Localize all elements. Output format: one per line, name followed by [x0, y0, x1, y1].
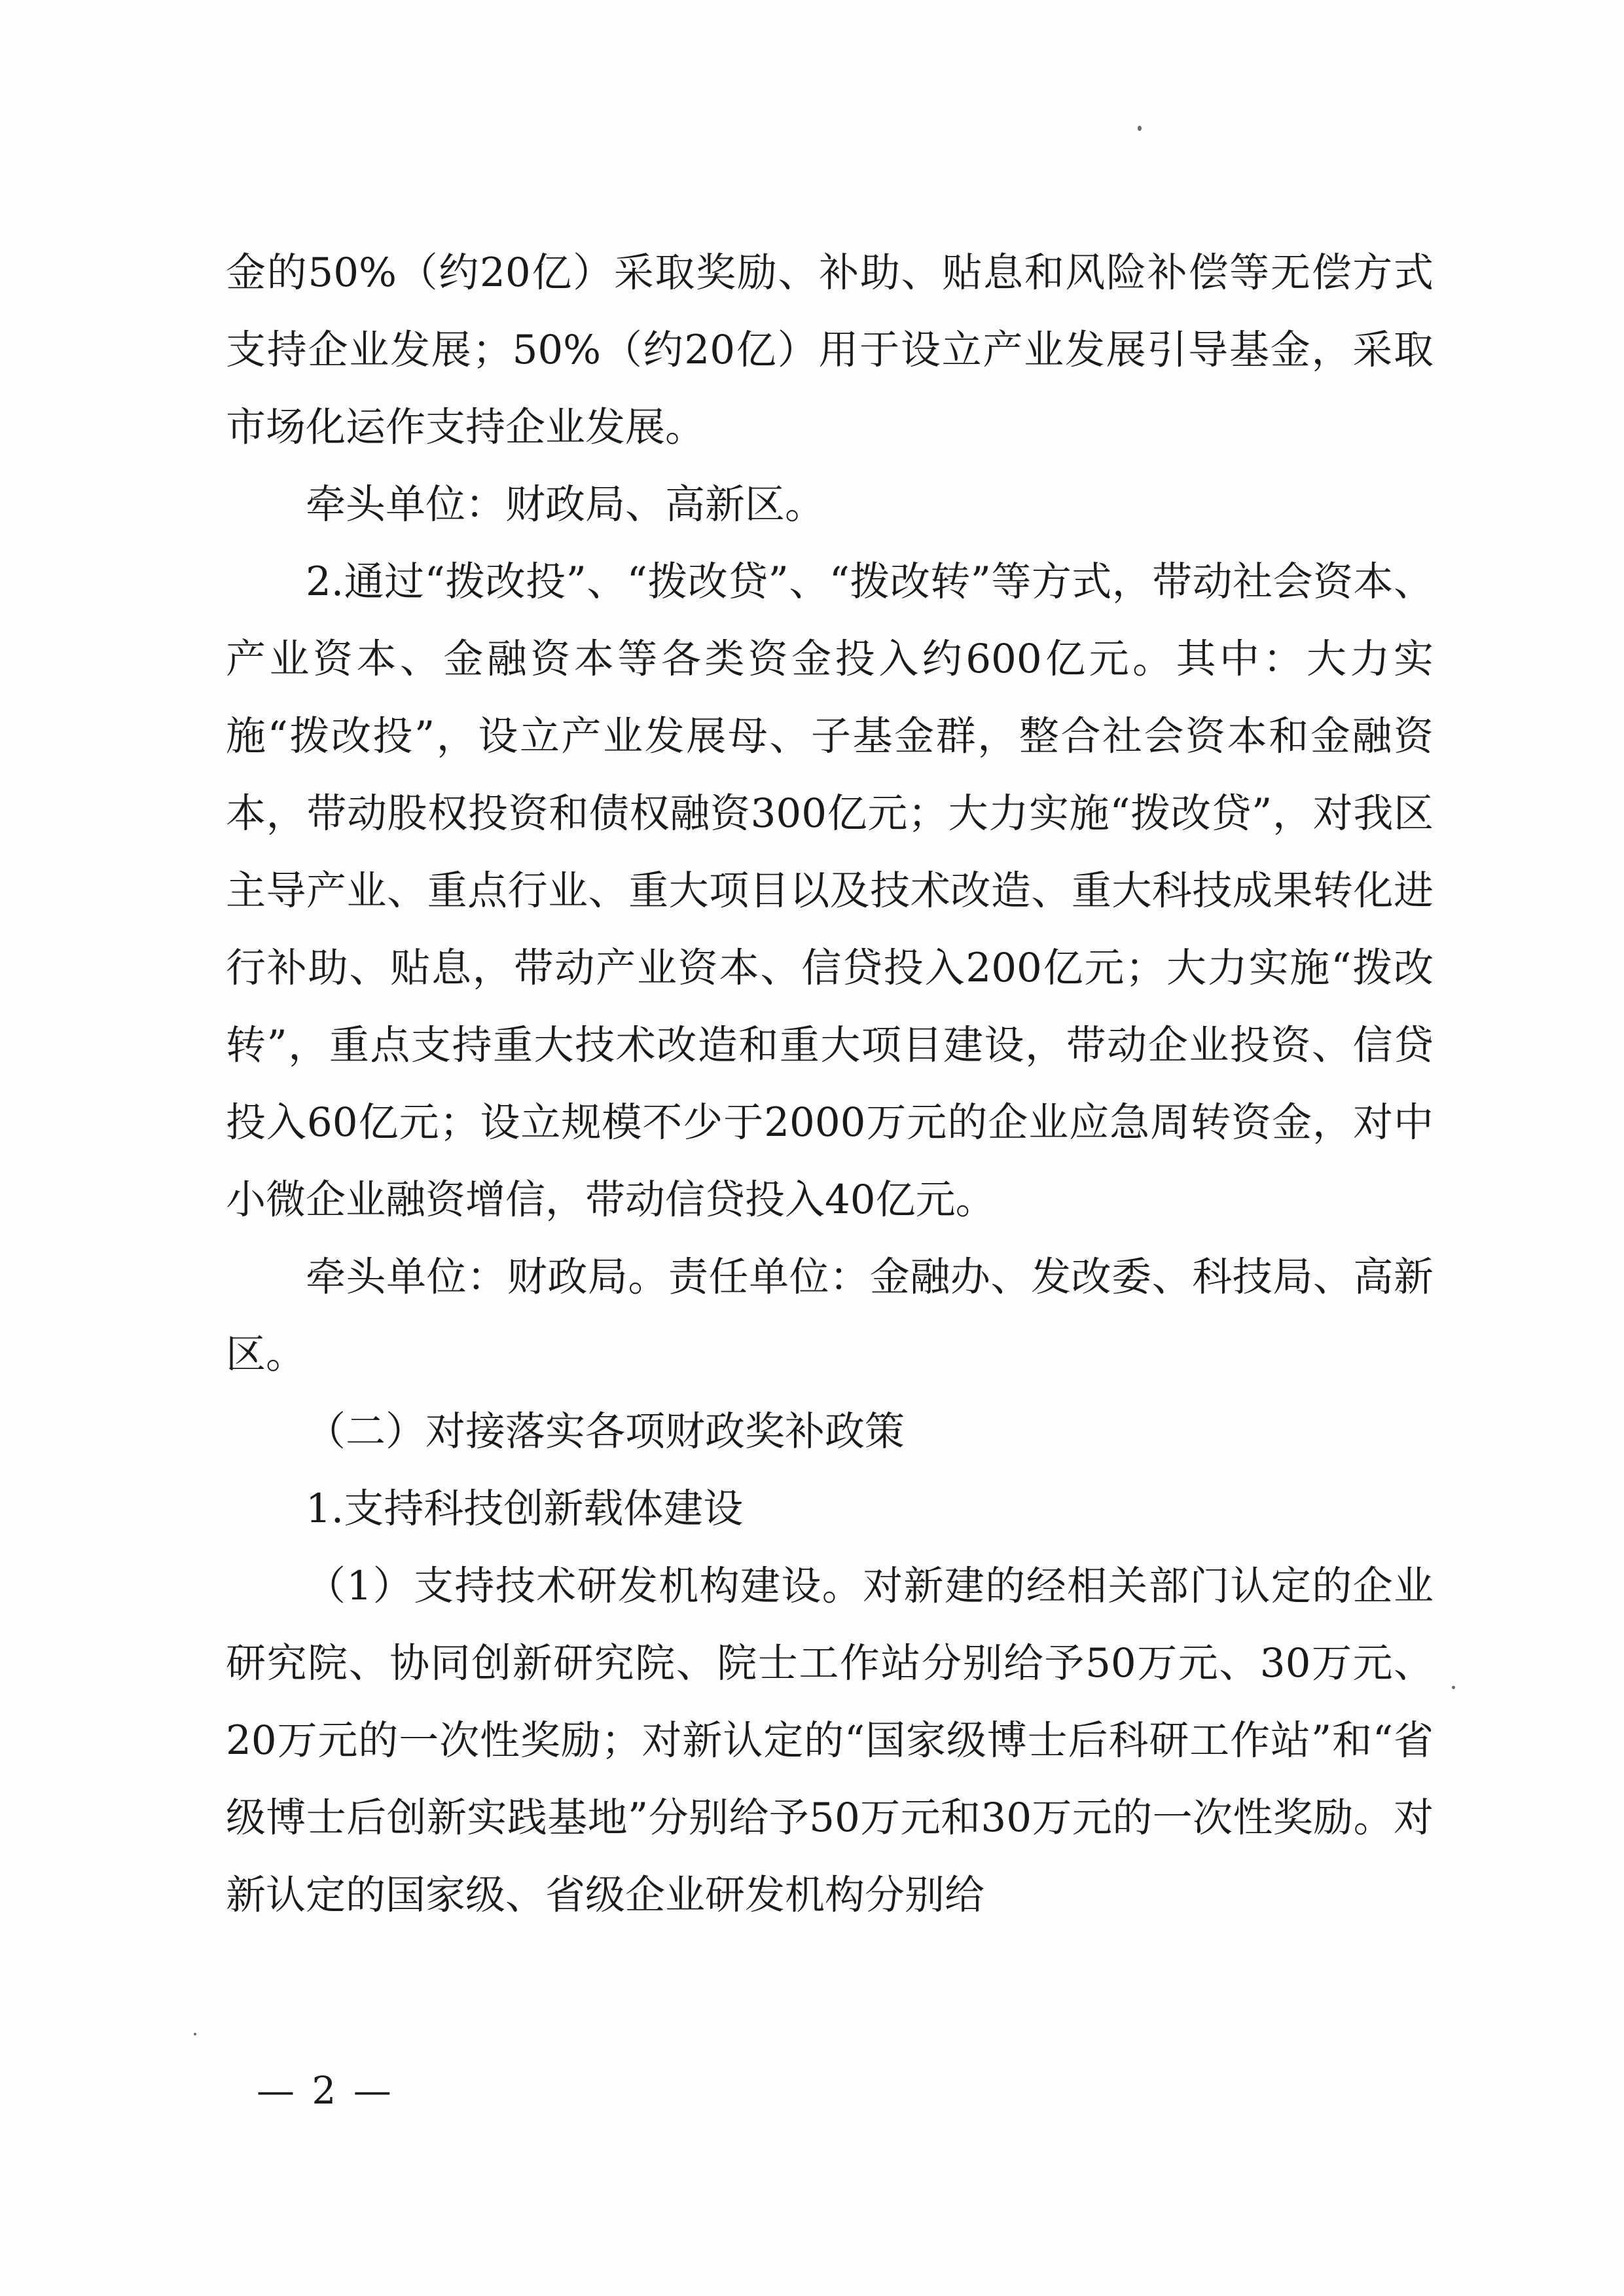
scan-speck	[1138, 126, 1142, 131]
paragraph-lead-unit: 牵头单位：财政局、高新区。	[306, 481, 825, 528]
subsection-heading: 1.支持科技创新载体建设	[306, 1485, 744, 1532]
page-number: — 2 —	[257, 2068, 394, 2113]
scan-speck	[194, 2033, 196, 2035]
paragraph-continuation: 金的50%（约20亿）采取奖励、补助、贴息和风险补偿等无偿方式支持企业发展；50%（约20亿）用于设立产业发展引导基金，采取市场化运作支持企业发展。	[226, 249, 1434, 450]
paragraph-lead-unit-responsibility: 牵头单位：财政局。责任单位：金融办、发改委、科技局、高新区。	[226, 1254, 1434, 1377]
scan-speck	[1452, 1686, 1455, 1689]
document-body	[226, 234, 1434, 1934]
paragraph-item-2: 2.通过“拨改投”、“拨改贷”、“拨改转”等方式，带动社会资本、产业资本、金融资本等各类资金投入约600亿元。其中：大力实施“拨改投”，设立产业发展母、子基金群，整合社会资本和金融资本，带动股权投资和债权融资300亿元；大力实施“拨改贷”，对我区主导产业、重点行业、重大项目以及技术改造、重大科技成果转化进行补助、贴息，带动产业资本、信贷投入200亿元；大力实施“拨改转”，重点支持重大技术改造和重大项目建设，带动企业投资、信贷投入60亿元；设立规模不少于2000万元的企业应急周转资金，对中小微企业融资增信，带动信贷投入40亿元。	[226, 558, 1434, 1223]
paragraph-sub-item-1: （1）支持技术研发机构建设。对新建的经相关部门认定的企业研究院、协同创新研究院、院士工作站分别给予50万元、30万元、20万元的一次性奖励；对新认定的“国家级博士后科研工作站”和“省级博士后创新实践基地”分别给予50万元和30万元的一次性奖励。对新认定的国家级、省级企业研发机构分别给	[226, 1563, 1434, 1918]
section-heading: （二）对接落实各项财政奖补政策	[306, 1408, 905, 1455]
